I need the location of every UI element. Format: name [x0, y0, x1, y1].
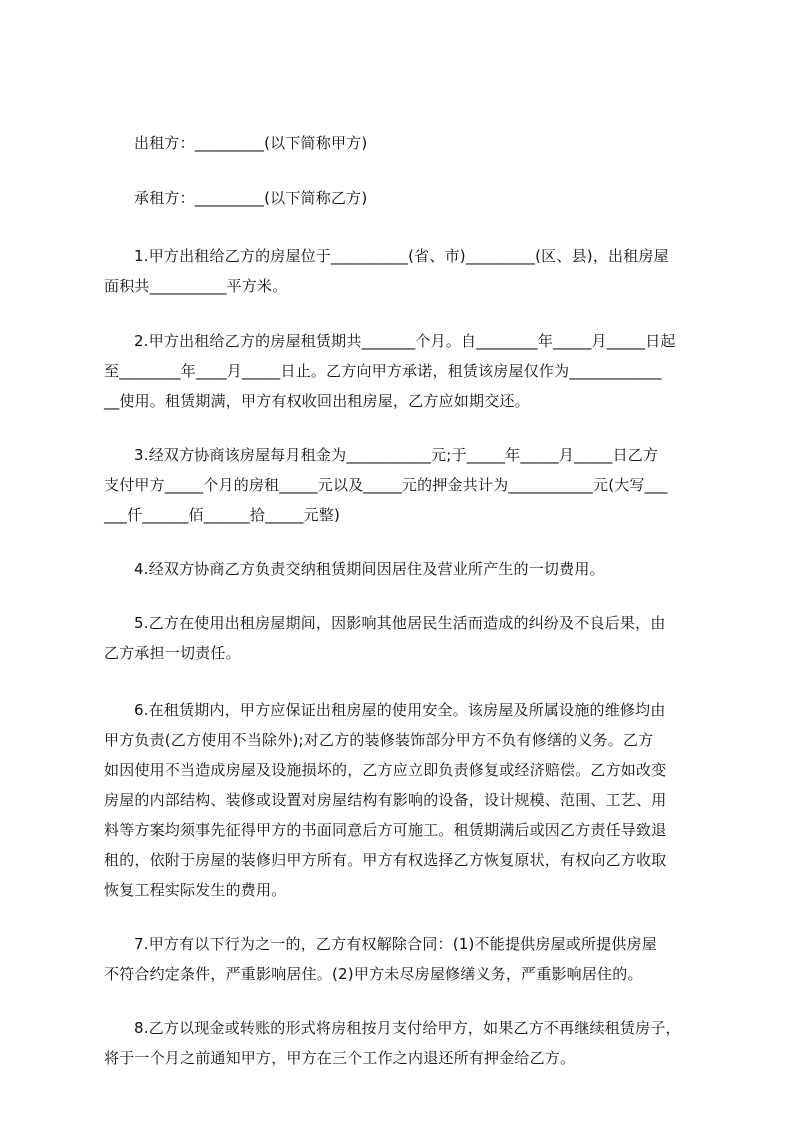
lessor-text: 出租方：_________(以下简称甲方)	[134, 134, 368, 152]
clause-2-line-3: __使用。租赁期满，甲方有权收回出租房屋，乙方应如期交还。	[104, 392, 530, 410]
lessor-line	[104, 128, 708, 158]
clause-6-line-7: 恢复工程实际发生的费用。	[104, 881, 287, 899]
clause-1-line-2: 面积共__________平方米。	[104, 277, 288, 295]
clause-6-line-6: 租的，依附于房屋的装修归甲方所有。甲方有权选择乙方恢复原状，有权向乙方收取	[104, 851, 667, 869]
clause-2-line-2: 至________年____月_____日止。乙方向甲方承诺，租赁该房屋仅作为____________	[104, 362, 662, 380]
clause-4	[104, 554, 708, 584]
contract-body	[104, 128, 708, 1073]
clause-6-line-4: 房屋的内部结构、装修或设置对房屋结构有影响的设备，设计规模、范围、工艺、用	[104, 791, 667, 809]
clause-2-line-1: 2.甲方出租给乙方的房屋租赁期共_______个月。自________年_____月_____日起	[134, 332, 676, 350]
clause-8	[104, 1013, 708, 1073]
clause-7-line-1: 7.甲方有以下行为之一的，乙方有权解除合同：(1)不能提供房屋或所提供房屋	[134, 935, 657, 953]
clause-5-line-1: 5.乙方在使用出租房屋期间，因影响其他居民生活而造成的纠纷及不良后果，由	[134, 614, 666, 632]
clause-2	[104, 326, 708, 416]
clause-8-line-2: 将于一个月之前通知甲方，甲方在三个工作之内退还所有押金给乙方。	[104, 1049, 576, 1067]
clause-1-line-1: 1.甲方出租给乙方的房屋位于__________(省、市)_________(区、县)，出租房屋	[134, 247, 669, 265]
clause-7-line-2: 不符合约定条件，严重影响居住。(2)甲方未尽房屋修缮义务，严重影响居住的。	[104, 965, 643, 983]
clause-5	[104, 608, 708, 668]
lessee-text: 承租方：_________(以下简称乙方)	[134, 189, 368, 207]
clause-3	[104, 440, 708, 530]
clause-6-line-3: 如因使用不当造成房屋及设施损坏的，乙方应立即负责修复或经济赔偿。乙方如改变	[104, 761, 667, 779]
clause-1	[104, 241, 708, 301]
clause-3-line-2: 支付甲方_____个月的房租_____元以及_____元的押金共计为___________元(大写___	[104, 476, 668, 494]
clause-6-line-2: 甲方负责(乙方使用不当除外);对乙方的装修装饰部分甲方不负有修缮的义务。乙方	[104, 731, 654, 749]
clause-6-line-1: 6.在租赁期内，甲方应保证出租房屋的使用安全。该房屋及所属设施的维修均由	[134, 701, 666, 719]
clause-4-line-1: 4.经双方协商乙方负责交纳租赁期间因居住及营业所产生的一切费用。	[134, 560, 605, 578]
clause-7	[104, 929, 708, 989]
lessee-line	[104, 183, 708, 213]
clause-6-line-5: 料等方案均须事先征得甲方的书面同意后方可施工。租赁期满后或因乙方责任导致退	[104, 821, 667, 839]
clause-3-line-3: ___仟______佰______拾_____元整)	[104, 506, 341, 524]
clause-3-line-1: 3.经双方协商该房屋每月租金为___________元;于_____年_____月_____日乙方	[134, 446, 659, 464]
clause-8-line-1: 8.乙方以现金或转账的形式将房租按月支付给甲方，如果乙方不再继续租赁房子，	[134, 1019, 681, 1037]
clause-5-line-2: 乙方承担一切责任。	[104, 644, 241, 662]
clause-6	[104, 695, 708, 905]
